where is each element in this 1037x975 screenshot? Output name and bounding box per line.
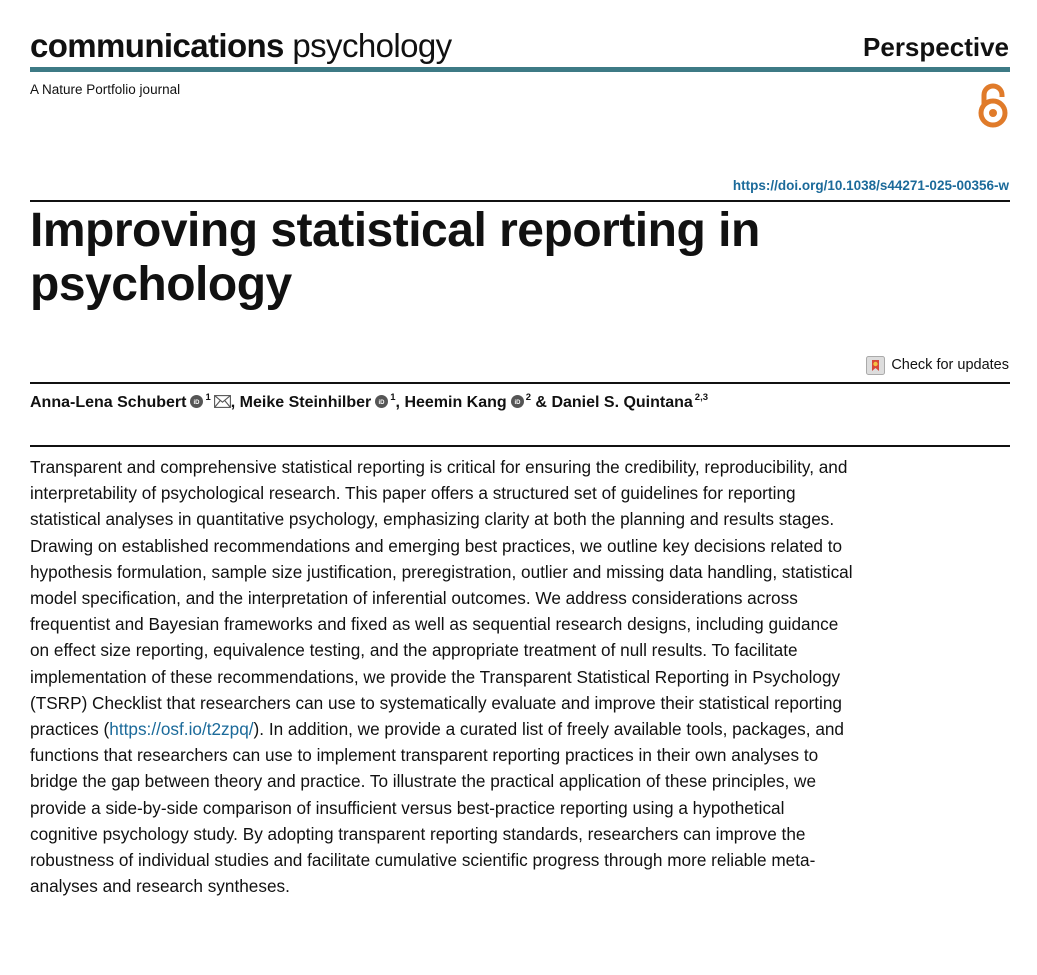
author [30, 388, 240, 413]
orcid-icon[interactable] [511, 395, 524, 408]
author [551, 388, 708, 413]
abstract-text-part-1: Transparent and comprehensive statistical reporting is critical for ensuring the credibility, reproducibility, and interpretability of psychological research. This paper offers a structured set of guidelines for reporting statistical analyses in quantitative psychology, emphasizing clarity at both the planning and results stages. Drawing on established recommendations and emerging best practices, we outline key decisions related to hypothesis formulation, sample size justification, preregistration, outlier and missing data handling, statistical model specification, and the interpretation of inferential outcomes. We address considerations across frequentist and Bayesian frameworks and fixed as well as sequential research designs, including guidance on effect size reporting, equivalence testing, and the appropriate treatment of null results. To facilitate implementation of these recommendations, we provide the Transparent Statistical Reporting in Psychology (TSRP) Checklist that researchers can use to systematically evaluate and improve their statistical reporting practices ( [30, 457, 853, 740]
author [240, 388, 405, 413]
authors-rule-top [30, 382, 1010, 384]
affiliation-number: 2,3 [694, 392, 709, 403]
journal-name-light: psychology [292, 27, 452, 64]
affiliation-number: 2 [525, 392, 531, 403]
abstract [30, 454, 855, 899]
header-rule [30, 67, 1010, 72]
svg-text:iD: iD [193, 400, 200, 406]
article-title: Improving statistical reporting in psychology [30, 204, 760, 311]
check-for-updates-label: Check for updates [891, 357, 1009, 373]
article-type: Perspective [863, 32, 1009, 62]
journal-name [30, 26, 452, 66]
authors-rule-bottom [30, 445, 1010, 447]
check-for-updates-button[interactable] [866, 355, 1009, 375]
check-for-updates-icon [866, 356, 885, 375]
author-separator: & [530, 394, 552, 411]
author-list [30, 388, 708, 413]
journal-subtitle: A Nature Portfolio journal [30, 82, 181, 97]
orcid-icon[interactable] [375, 395, 388, 408]
orcid-icon[interactable] [190, 395, 203, 408]
author-name[interactable]: Meike Steinhilber [239, 394, 372, 411]
author-separator: , [230, 394, 240, 411]
author-separator: , [395, 394, 405, 411]
affiliation-number: 1 [390, 392, 396, 403]
email-icon[interactable] [214, 395, 231, 408]
svg-text:iD: iD [514, 400, 521, 406]
abstract-text-part-2: ). In addition, we provide a curated list of freely available tools, packages, and functions that researchers can use to implement transparent reporting practices in their own analyses to bridge the gap between theory and practice. To illustrate the practical application of these principles, we provide a side-by-side comparison of insufficient versus best-practice reporting using a hypothetical cognitive psychology study. By adopting transparent reporting standards, researchers can improve the robustness of individual studies and facilitate cumulative scientific progress through more reliable meta-analyses and research syntheses. [30, 719, 844, 897]
author-name[interactable]: Heemin Kang [404, 394, 507, 411]
open-access-icon [975, 80, 1011, 130]
author-name[interactable]: Daniel S. Quintana [551, 394, 693, 411]
svg-text:iD: iD [378, 400, 385, 406]
doi-link[interactable]: https://doi.org/10.1038/s44271-025-00356-w [732, 178, 1009, 193]
author-name[interactable]: Anna-Lena Schubert [30, 394, 187, 411]
checklist-link[interactable]: https://osf.io/t2zpq/ [109, 719, 254, 740]
affiliation-number: 1 [205, 392, 211, 403]
title-rule-top [30, 200, 1010, 202]
journal-name-bold: communications [30, 27, 284, 64]
author [404, 388, 551, 413]
